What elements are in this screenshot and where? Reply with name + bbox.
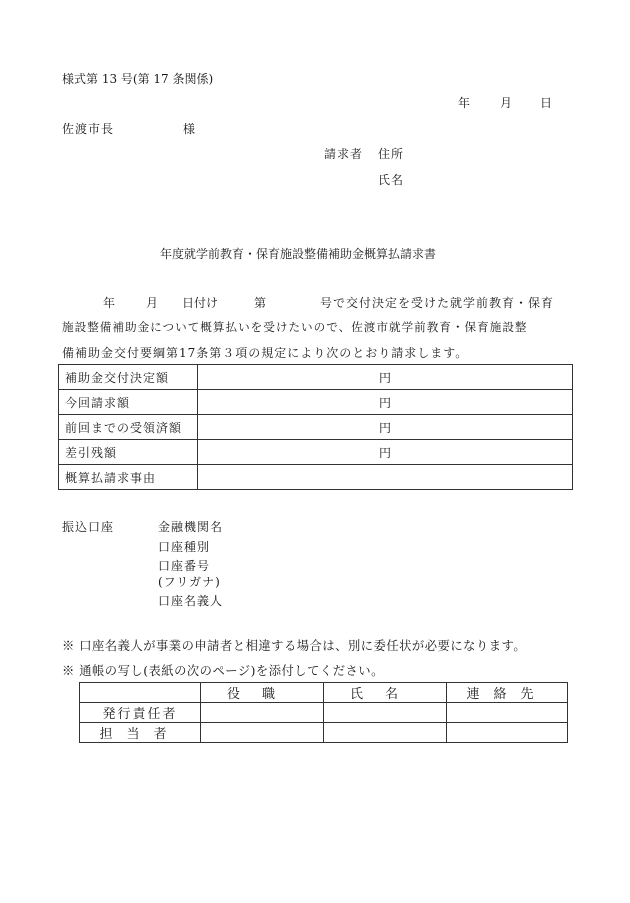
table-row [80, 703, 568, 723]
header-contact: 連絡先 [447, 683, 568, 703]
responsible-table [79, 682, 568, 743]
amount-field[interactable]: 円 [198, 440, 573, 465]
bank-field: 口座種別 [158, 540, 211, 554]
table-row [59, 365, 573, 390]
amount-field[interactable]: 円 [198, 365, 573, 390]
body-month: 月 [146, 296, 159, 310]
amount-field[interactable]: 円 [198, 390, 573, 415]
table-row [59, 415, 573, 440]
row-label: 前回までの受領済額 [59, 415, 198, 440]
row-label: 概算払請求事由 [59, 465, 198, 490]
header-name: 氏名 [324, 683, 447, 703]
addressee-honorific: 様 [183, 122, 196, 136]
date-month: 月 [500, 96, 513, 110]
requester-label: 請求者 [324, 147, 364, 161]
bank-field: 口座名義人 [158, 594, 224, 608]
bank-field: (フリガナ) [158, 575, 221, 589]
header-blank [80, 683, 201, 703]
bank-field: 口座番号 [158, 559, 211, 573]
date-day: 日 [540, 96, 553, 110]
body-date-suffix: 日付け [182, 296, 219, 310]
row-issuer: 発行責任者 [80, 703, 201, 723]
cell-field[interactable] [201, 703, 324, 723]
table-header-row [80, 683, 568, 703]
row-label: 今回請求額 [59, 390, 198, 415]
cell-field[interactable] [324, 703, 447, 723]
note-proxy: ※ 口座名義人が事業の申請者と相違する場合は、別に委任状が必要になります。 [62, 639, 527, 653]
row-label: 差引残額 [59, 440, 198, 465]
table-row [59, 440, 573, 465]
amount-field[interactable]: 円 [198, 415, 573, 440]
table-row [59, 465, 573, 490]
name-label: 氏名 [378, 173, 405, 187]
table-row [59, 390, 573, 415]
addressee-name: 佐渡市長 [62, 122, 115, 136]
form-number: 様式第 13 号(第 17 条関係) [62, 72, 214, 86]
cell-field[interactable] [447, 723, 568, 743]
header-position: 役職 [201, 683, 324, 703]
body-line2: 施設整備補助金について概算払いを受けたいので、佐渡市就学前教育・保育施設整 [62, 320, 528, 334]
row-label: 補助金交付決定額 [59, 365, 198, 390]
body-line3: 備補助金交付要綱第17条第３項の規定により次のとおり請求します。 [62, 346, 469, 360]
amount-table [58, 364, 573, 490]
body-year: 年 [103, 296, 116, 310]
date-year: 年 [458, 96, 471, 110]
page-title: 年度就学前教育・保育施設整備補助金概算払請求書 [160, 247, 437, 261]
cell-field[interactable] [447, 703, 568, 723]
cell-field[interactable] [201, 723, 324, 743]
body-line1-tail: 号で交付決定を受けた就学前教育・保育 [320, 296, 555, 310]
bank-field: 金融機関名 [158, 520, 224, 534]
note-passbook: ※ 通帳の写し(表紙の次のページ)を添付してください。 [62, 664, 384, 678]
table-row [80, 723, 568, 743]
cell-field[interactable] [324, 723, 447, 743]
address-label: 住所 [378, 147, 405, 161]
body-number-prefix: 第 [254, 296, 267, 310]
row-staff: 担当者 [80, 723, 201, 743]
reason-field[interactable] [198, 465, 573, 490]
bank-label: 振込口座 [62, 520, 115, 534]
